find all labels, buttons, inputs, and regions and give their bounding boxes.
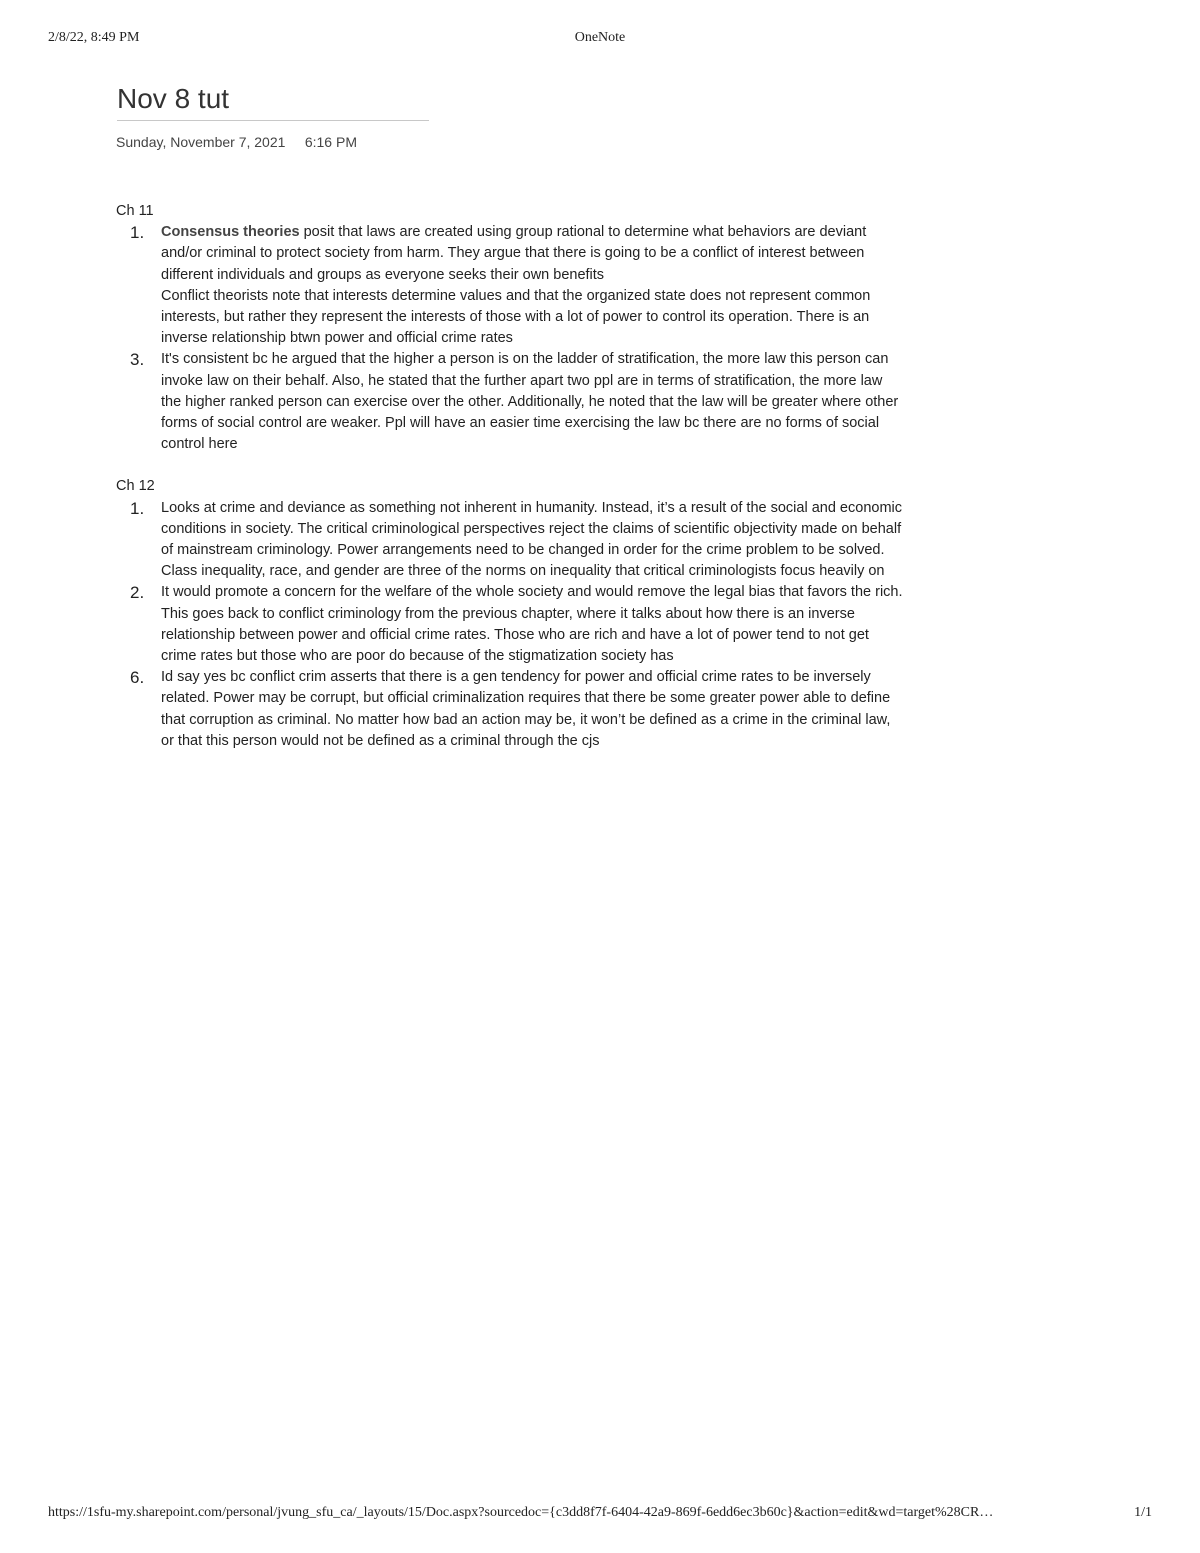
list-number: 1.	[130, 223, 145, 243]
list-number: 1.	[130, 498, 145, 518]
list-item	[116, 222, 906, 349]
print-app-name: OneNote	[574, 30, 626, 45]
list-number: 2.	[130, 583, 145, 603]
page-title[interactable]: Nov 8 tut	[117, 82, 429, 121]
list-number: 3.	[130, 350, 145, 370]
section-heading: Ch 11	[116, 203, 154, 219]
list-number: 6.	[130, 668, 145, 688]
list-item-text: Id say yes bc conflict crim asserts that there is a gen tendency for power and official crime rates to be inversely related. Power may be corrupt, but official criminalization requires that there be some greater power able to define that corruption as criminal. No matter how bad an action may be, it won’t be defined as a crime in the criminal law, or that this person would not be defined as a criminal through the cjs	[161, 669, 891, 749]
page-date: Sunday, November 7, 2021 6:16 PM	[116, 134, 357, 150]
list-item	[116, 498, 906, 583]
list-item	[116, 582, 906, 667]
list-item-text: Looks at crime and deviance as something not inherent in humanity. Instead, it’s a result of the social and economic conditions in society. The critical criminological perspectives reject the claims of scientific objectivity made on behalf of mainstream criminology. Power arrangements need to be changed in order for the crime problem to be solved. Class inequality, race, and gender are three of the norms on inequality that critical criminologists focus heavily on	[161, 499, 902, 580]
note-content[interactable]	[116, 201, 906, 752]
section-heading: Ch 12	[116, 478, 155, 495]
list-item	[116, 349, 906, 455]
emphasized-term: Consensus theories	[161, 224, 300, 241]
list-item-text: It's consistent bc he argued that the higher a person is on the ladder of stratification, the more law this person can invoke law on their behalf. Also, he stated that the further apart two ppl are in terms of stratification, the more law the higher ranked person can exercise over the other. Additionally, he noted that the law will be greater where other forms of social control are weaker. Ppl will have an easier time exercising the law bc there are no forms of social control here	[161, 351, 899, 453]
page-number: 1/1	[1134, 1505, 1152, 1520]
print-footer	[48, 1505, 1152, 1525]
list-item-text: It would promote a concern for the welfare of the whole society and would remove the legal bias that favors the rich. This goes back to conflict criminology from the previous chapter, where it talks about how there is an inverse relationship between power and official crime rates. Those who are rich and have a lot of power tend to not get crime rates but those who are poor do because of the stigmatization society has	[161, 584, 903, 665]
print-header	[48, 30, 1152, 50]
list-item-text: posit that laws are created using group rational to determine what behaviors are deviant and/or criminal to protect society from harm. They argue that there is going to be a conflict of interest between different individuals and groups as everyone seeks their own benefits	[161, 224, 867, 283]
list-item-text: Conflict theorists note that interests determine values and that the organized state does not represent common interests, but rather they represent the interests of those with a lot of power to control its operation. There is an inverse relationship btwn power and official crime rates	[161, 287, 871, 347]
list-item	[116, 667, 906, 752]
print-url: https://1sfu-my.sharepoint.com/personal/jvung_sfu_ca/_layouts/15/Doc.aspx?sourcedoc={c3dd8f7f-6404-42a9-869f-6edd6ec3b60c}&action=edit&wd=target%28CR…	[48, 1505, 994, 1520]
print-datetime: 2/8/22, 8:49 PM	[48, 30, 140, 45]
